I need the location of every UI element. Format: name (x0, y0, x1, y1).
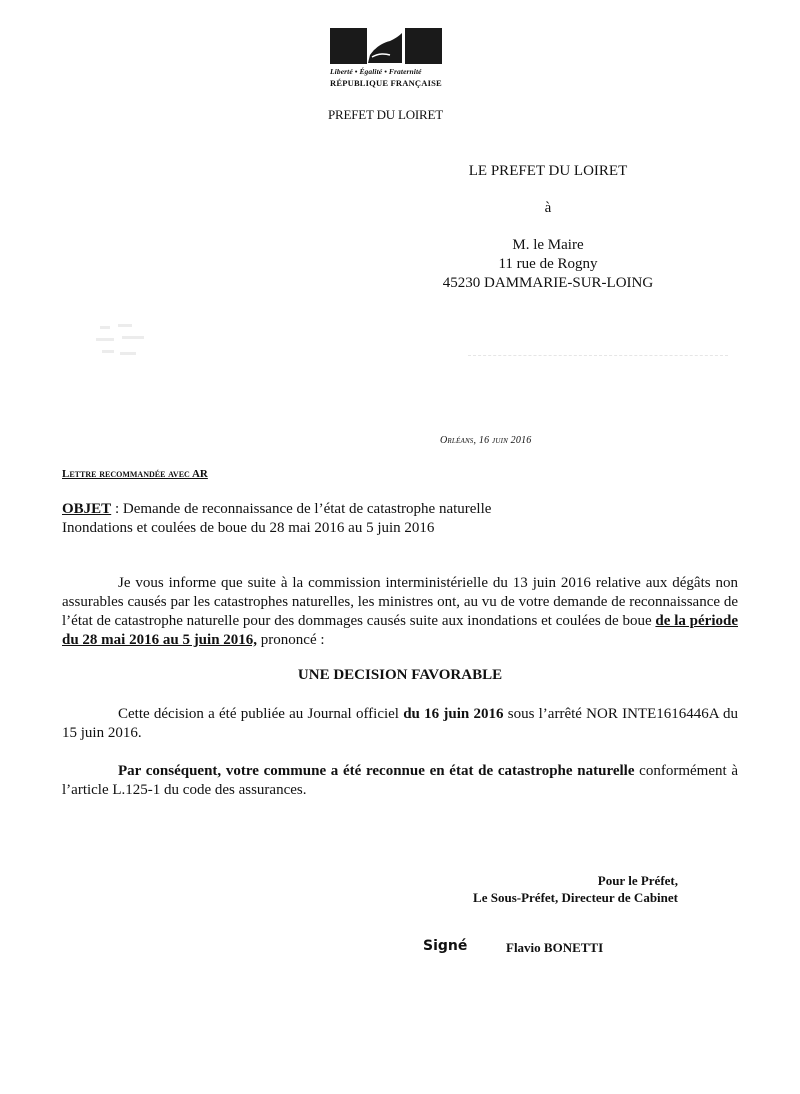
paragraph-2-text: Cette décision a été publiée au Journal officiel (118, 706, 404, 722)
paragraph-1 (62, 574, 738, 650)
paragraph-1-end: prononcé : (257, 632, 325, 648)
place-date: Orléans, 16 juin 2016 (440, 435, 532, 446)
signature-role: Le Sous-Préfet, Directeur de Cabinet (473, 890, 678, 905)
recipient-street: 11 rue de Rogny (498, 256, 598, 272)
signer-name: Flavio BONETTI (506, 940, 604, 955)
registered-mail-mention: Lettre recommandée avec AR (62, 468, 208, 480)
to-word: à (544, 200, 552, 216)
objet-block (62, 500, 491, 538)
paragraph-1-text: Je vous informe que suite à la commission interministérielle du 13 juin 2016 relative aux dégâts non assurables causés par les catastrophes naturelles, les ministres ont, au vu de votre demande de reconnaissance de l’état de catastrophe naturelle pour des dommages causés suite aux inondations et coulées de boue (62, 575, 738, 629)
marianne-profile-icon (368, 29, 404, 63)
marianne-flag-icon (330, 28, 442, 64)
paragraph-2 (62, 705, 738, 743)
prefecture-name: PREFET DU LOIRET (328, 107, 444, 122)
faint-stamp-residue (92, 320, 154, 366)
paragraph-2-date: du 16 juin 2016 (403, 706, 504, 722)
republique-francaise-text: RÉPUBLIQUE FRANÇAISE (330, 78, 442, 88)
paragraph-3-emphasis: Par conséquent, votre commune a été reconnue en état de catastrophe naturelle (118, 763, 635, 779)
decision-heading: UNE DECISION FAVORABLE (297, 667, 503, 683)
signature-pour: Pour le Préfet, (597, 873, 678, 888)
paragraph-3 (62, 762, 738, 800)
paragraph-3-end: conformément à l’article L.125-1 du code des assurances. (62, 763, 739, 798)
objet-line2: Inondations et coulées de boue du 28 mai 2016 au 5 juin 2016 (62, 520, 435, 536)
signed-label: Signé (423, 938, 468, 954)
republic-motto: Liberté • Égalité • Fraternité (330, 67, 422, 76)
objet-line1: : Demande de reconnaissance de l’état de catastrophe naturelle (111, 501, 492, 517)
paragraph-1-period: de la période du 28 mai 2016 au 5 juin 2016, (62, 613, 738, 648)
recipient-city: 45230 DAMMARIE-SUR-LOING (442, 275, 654, 291)
republique-francaise-logo (330, 28, 442, 88)
objet-label: OBJET (62, 501, 112, 517)
faint-rule (468, 355, 728, 356)
paragraph-2-end: sous l’arrêté NOR INTE1616446A du 15 juin 2016. (62, 706, 738, 741)
recipient-name: M. le Maire (512, 237, 584, 253)
sender-title: LE PREFET DU LOIRET (468, 163, 628, 179)
